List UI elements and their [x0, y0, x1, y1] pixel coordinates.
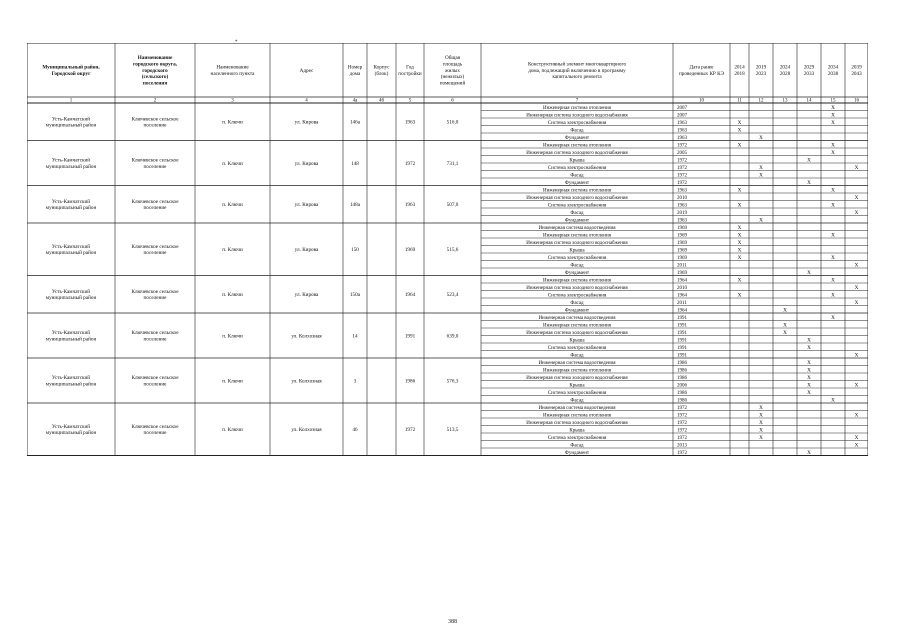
- year-built-cell: 1963: [404, 202, 416, 209]
- period-mark: X: [807, 157, 811, 164]
- period-mark: X: [854, 300, 859, 307]
- area-cell: 516,0: [446, 119, 459, 126]
- period-mark: X: [737, 142, 742, 149]
- period-mark: X: [831, 120, 835, 127]
- street-cell: ул. Кирова: [294, 292, 319, 299]
- settlement-cell: поселение: [143, 430, 167, 437]
- header-cell: 2038: [827, 70, 839, 77]
- previous-repair-date-cell: 1963: [677, 188, 687, 194]
- period-mark: X: [759, 420, 763, 427]
- header-cell: 2034: [827, 64, 839, 71]
- element-name-cell: Фасад: [570, 210, 584, 216]
- previous-repair-date-cell: 2011: [677, 300, 687, 306]
- period-mark: X: [759, 435, 763, 442]
- element-name-cell: Инженерная система холодного водоснабжения: [526, 420, 628, 426]
- header-cell: Городской округ: [51, 70, 91, 77]
- header-cell: (блок): [374, 70, 389, 77]
- period-mark: X: [807, 390, 811, 397]
- area-cell: 523,4: [446, 292, 459, 299]
- period-mark: X: [737, 127, 742, 134]
- district-cell: Усть-Камчатский: [51, 116, 91, 123]
- previous-repair-date-cell: 1969: [677, 270, 687, 276]
- element-name-cell: Инженерная система отопления: [543, 233, 611, 239]
- house-number-cell: 150а: [349, 292, 361, 299]
- previous-repair-date-cell: 1972: [677, 405, 687, 411]
- scan-mark: *: [235, 40, 238, 45]
- period-mark: X: [759, 412, 763, 419]
- settlement-cell: Ключевское сельское: [131, 288, 179, 295]
- table-svg: [27, 43, 868, 563]
- column-number: 10: [699, 98, 704, 104]
- previous-repair-date-cell: 1964: [677, 293, 687, 299]
- header-cell: 2033: [803, 70, 815, 77]
- previous-repair-date-cell: 1972: [677, 158, 687, 164]
- settlement-cell: поселение: [143, 381, 167, 388]
- element-name-cell: Инженерная система отопления: [543, 143, 611, 149]
- house-number-cell: 46: [352, 427, 358, 434]
- element-name-cell: Крыша: [569, 158, 585, 164]
- previous-repair-date-cell: 1991: [677, 353, 687, 359]
- previous-repair-date-cell: 1986: [677, 360, 687, 366]
- period-mark: X: [759, 405, 763, 412]
- column-number: 6: [451, 98, 454, 104]
- district-cell: Усть-Камчатский: [51, 288, 91, 295]
- element-name-cell: Система электроснабжения: [547, 255, 607, 261]
- element-name-cell: Крыша: [569, 338, 585, 344]
- element-name-cell: Инженерная система холодного водоснабжения: [526, 150, 628, 156]
- house-number-cell: 148: [351, 160, 359, 167]
- element-name-cell: Инженерная система отопления: [543, 278, 611, 284]
- period-mark: X: [737, 240, 742, 247]
- previous-repair-date-cell: 1969: [677, 225, 687, 231]
- year-built-cell: 1972: [404, 160, 416, 167]
- element-name-cell: Крыша: [569, 428, 585, 434]
- column-number: 4б: [378, 98, 385, 104]
- period-mark: X: [831, 397, 835, 404]
- area-cell: 507,0: [446, 202, 459, 209]
- header-cell: капитального ремонта: [552, 74, 602, 81]
- column-number: 4а: [352, 98, 358, 104]
- element-name-cell: Инженерная система отопления: [543, 413, 611, 419]
- area-cell: 639,0: [446, 333, 459, 340]
- settlement-cell: поселение: [143, 250, 167, 257]
- previous-repair-date-cell: 1986: [677, 368, 687, 374]
- header-cell: 2028: [779, 70, 791, 77]
- header-cell: Конструктивный элемент многоквартирного: [527, 61, 627, 68]
- street-cell: ул. Колхозная: [291, 378, 322, 385]
- period-mark: X: [807, 180, 811, 187]
- previous-repair-date-cell: 1972: [677, 143, 687, 149]
- previous-repair-date-cell: 1963: [677, 218, 687, 224]
- element-name-cell: Фасад: [570, 300, 584, 306]
- area-cell: 731,1: [446, 160, 459, 167]
- area-cell: 515,6: [446, 247, 459, 254]
- settlement-cell: Ключевское сельское: [131, 423, 179, 430]
- locality-cell: п. Ключи: [222, 333, 243, 340]
- element-name-cell: Фасад: [570, 353, 584, 359]
- period-mark: X: [759, 172, 763, 179]
- previous-repair-date-cell: 1963: [677, 203, 687, 209]
- header-cell: городского округа,: [133, 61, 177, 68]
- previous-repair-date-cell: 1972: [677, 165, 687, 171]
- year-built-cell: 1991: [404, 333, 416, 340]
- element-name-cell: Инженерная система холодного водоснабжения: [526, 195, 628, 201]
- district-cell: муниципальный район: [45, 381, 97, 388]
- locality-cell: п. Ключи: [222, 202, 243, 209]
- header-cell: 2023: [755, 70, 767, 77]
- column-number: 7: [575, 98, 579, 104]
- element-name-cell: Инженерная система холодного водоснабжения: [526, 330, 628, 336]
- element-name-cell: Фасад: [570, 173, 584, 179]
- header-cell: (нежилых): [440, 74, 465, 81]
- period-mark: X: [783, 307, 787, 314]
- period-mark: X: [759, 217, 763, 224]
- settlement-cell: поселение: [143, 205, 167, 212]
- element-name-cell: Инженерная система водоотведения: [538, 405, 616, 411]
- header-cell: Наименование: [137, 55, 173, 62]
- header-cell: Адрес: [299, 67, 314, 74]
- header-cell: Муниципальный район,: [42, 64, 100, 71]
- period-mark: X: [807, 345, 811, 352]
- previous-repair-date-cell: 2010: [677, 195, 687, 201]
- settlement-cell: поселение: [143, 336, 167, 343]
- element-name-cell: Фундамент: [564, 450, 590, 456]
- locality-cell: п. Ключи: [222, 427, 243, 434]
- period-mark: X: [854, 412, 859, 419]
- period-mark: X: [854, 195, 859, 202]
- locality-cell: п. Ключи: [222, 247, 243, 254]
- previous-repair-date-cell: 1991: [677, 345, 687, 351]
- previous-repair-date-cell: 2007: [677, 105, 687, 111]
- previous-repair-date-cell: 1972: [677, 428, 687, 434]
- previous-repair-date-cell: 1986: [677, 375, 687, 381]
- header-cell: 2018: [734, 70, 745, 77]
- period-mark: X: [831, 315, 835, 322]
- settlement-cell: Ключевское сельское: [131, 330, 179, 337]
- header-cell: Общая: [444, 55, 461, 62]
- district-cell: муниципальный район: [45, 295, 97, 302]
- header-cell: 2024: [779, 64, 791, 71]
- previous-repair-date-cell: 2011: [677, 263, 687, 269]
- header-cell: помещений: [439, 80, 466, 87]
- year-built-cell: 1963: [404, 119, 416, 126]
- column-number: 3: [231, 98, 234, 104]
- column-number: 4: [305, 98, 308, 104]
- element-name-cell: Фасад: [570, 398, 584, 404]
- period-mark: X: [737, 255, 742, 262]
- column-number: 12: [758, 98, 764, 104]
- header-cell: 2029: [803, 64, 815, 71]
- element-name-cell: Инженерная система водоотведения: [538, 225, 616, 231]
- year-built-cell: 1986: [404, 378, 416, 385]
- column-number: 14: [806, 98, 812, 104]
- previous-repair-date-cell: 1969: [677, 240, 687, 246]
- previous-repair-date-cell: 1969: [677, 255, 687, 261]
- element-name-cell: Инженерная система отопления: [543, 368, 611, 374]
- locality-cell: п. Ключи: [222, 292, 243, 299]
- previous-repair-date-cell: 1963: [677, 120, 687, 126]
- period-mark: X: [831, 142, 835, 149]
- period-mark: X: [831, 105, 835, 112]
- settlement-cell: поселение: [143, 122, 167, 129]
- locality-cell: п. Ключи: [222, 378, 243, 385]
- period-mark: X: [737, 202, 742, 209]
- previous-repair-date-cell: 1986: [677, 390, 687, 396]
- page-number: 388: [448, 619, 457, 625]
- previous-repair-date-cell: 1972: [677, 413, 687, 419]
- previous-repair-date-cell: 2010: [677, 285, 687, 291]
- year-built-cell: 1964: [404, 292, 416, 299]
- year-built-cell: 1969: [404, 247, 416, 254]
- element-name-cell: Фасад: [570, 128, 584, 134]
- element-name-cell: Крыша: [569, 383, 585, 389]
- period-mark: X: [807, 360, 811, 367]
- element-name-cell: Фундамент: [564, 135, 590, 141]
- element-name-cell: Фундамент: [564, 308, 590, 314]
- period-mark: X: [831, 255, 835, 262]
- district-cell: муниципальный район: [45, 163, 97, 170]
- column-number: 16: [854, 98, 859, 104]
- district-cell: Усть-Камчатский: [51, 423, 91, 430]
- element-name-cell: Крыша: [569, 248, 585, 254]
- element-name-cell: Инженерная система холодного водоснабжения: [526, 285, 628, 291]
- period-mark: X: [831, 187, 835, 194]
- element-name-cell: Система электроснабжения: [547, 345, 607, 351]
- period-mark: X: [807, 382, 811, 389]
- period-mark: X: [854, 285, 859, 292]
- element-name-cell: Система электроснабжения: [547, 390, 607, 396]
- house-number-cell: 146а: [349, 119, 361, 126]
- settlement-cell: Ключевское сельское: [131, 375, 179, 382]
- header-cell: (сельского): [141, 74, 169, 81]
- district-cell: Усть-Камчатский: [51, 198, 91, 205]
- district-cell: муниципальный район: [45, 250, 97, 257]
- element-name-cell: Фундамент: [564, 180, 590, 186]
- settlement-cell: Ключевское сельское: [131, 116, 179, 123]
- street-cell: ул. Кирова: [294, 247, 319, 254]
- street-cell: ул. Колхозная: [291, 333, 322, 340]
- header-cell: дома: [349, 70, 361, 77]
- element-name-cell: Инженерная система отопления: [543, 323, 611, 329]
- element-name-cell: Инженерная система холодного водоснабжения: [526, 240, 628, 246]
- district-cell: муниципальный район: [45, 122, 97, 129]
- period-mark: X: [854, 442, 859, 449]
- period-mark: X: [854, 382, 859, 389]
- year-built-cell: 1972: [404, 427, 416, 434]
- header-cell: 2039: [851, 64, 862, 71]
- period-mark: X: [737, 225, 742, 232]
- element-name-cell: Фасад: [570, 443, 584, 449]
- header-cell: проведенных КР КЭ: [678, 70, 725, 77]
- header-cell: 2019: [755, 64, 767, 71]
- locality-cell: п. Ключи: [222, 160, 243, 167]
- element-name-cell: Инженерная система холодного водоснабжения: [526, 375, 628, 381]
- district-cell: Усть-Камчатский: [51, 330, 91, 337]
- header-cell: постройки: [398, 70, 422, 77]
- previous-repair-date-cell: 1963: [677, 135, 687, 141]
- period-mark: X: [807, 367, 811, 374]
- element-name-cell: Инженерная система водоотведения: [538, 360, 616, 366]
- column-number: 5: [408, 98, 412, 104]
- previous-repair-date-cell: 1991: [677, 330, 687, 336]
- period-mark: X: [807, 450, 811, 457]
- previous-repair-date-cell: 1972: [677, 180, 687, 186]
- previous-repair-date-cell: 1969: [677, 248, 687, 254]
- header-cell: 2014: [734, 64, 745, 71]
- header-cell: Наименование: [216, 64, 249, 71]
- period-mark: X: [737, 120, 742, 127]
- header-cell: 2043: [851, 70, 862, 77]
- previous-repair-date-cell: 2005: [677, 150, 687, 156]
- period-mark: X: [759, 165, 763, 172]
- element-name-cell: Система электроснабжения: [547, 165, 607, 171]
- element-name-cell: Система электроснабжения: [547, 203, 607, 209]
- house-number-cell: 150: [351, 247, 359, 254]
- period-mark: X: [854, 165, 859, 172]
- house-number-cell: 3: [353, 378, 357, 385]
- area-cell: 513,5: [446, 427, 459, 434]
- header-cell: Год: [406, 64, 414, 71]
- period-mark: X: [854, 262, 859, 269]
- period-mark: X: [854, 435, 859, 442]
- settlement-cell: поселение: [143, 295, 167, 302]
- column-number: 13: [782, 98, 788, 104]
- element-name-cell: Фундамент: [564, 270, 590, 276]
- header-cell: Дата ранее: [689, 64, 714, 71]
- previous-repair-date-cell: 1963: [677, 128, 687, 134]
- period-mark: X: [831, 150, 835, 157]
- column-number: 1: [69, 98, 73, 104]
- period-mark: X: [854, 352, 859, 359]
- period-mark: X: [807, 375, 811, 382]
- house-number-cell: 148а: [349, 202, 361, 209]
- element-name-cell: Инженерная система водоотведения: [538, 315, 616, 321]
- element-name-cell: Инженерная система отопления: [543, 188, 611, 194]
- period-mark: X: [737, 247, 742, 254]
- previous-repair-date-cell: 2019: [677, 210, 687, 216]
- period-mark: X: [737, 232, 742, 239]
- header-cell: дома, подлежащий включению в программу: [528, 67, 626, 74]
- header-cell: населенного пункта: [210, 70, 255, 77]
- period-mark: X: [737, 277, 742, 284]
- street-cell: ул. Кирова: [294, 160, 319, 167]
- period-mark: X: [737, 187, 742, 194]
- locality-cell: п. Ключи: [222, 119, 243, 126]
- previous-repair-date-cell: 1969: [677, 233, 687, 239]
- element-name-cell: Система электроснабжения: [547, 120, 607, 126]
- district-cell: муниципальный район: [45, 336, 97, 343]
- capital-repair-table: [27, 43, 868, 563]
- element-name-cell: Система электроснабжения: [547, 435, 607, 441]
- previous-repair-date-cell: 2006: [677, 383, 687, 389]
- period-mark: X: [831, 112, 835, 119]
- element-name-cell: Инженерная система холодного водоснабжения: [526, 113, 628, 119]
- settlement-cell: Ключевское сельское: [131, 157, 179, 164]
- period-mark: X: [807, 270, 811, 277]
- previous-repair-date-cell: 1972: [677, 435, 687, 441]
- district-cell: муниципальный район: [45, 205, 97, 212]
- previous-repair-date-cell: 1972: [677, 420, 687, 426]
- district-cell: муниципальный район: [45, 430, 97, 437]
- period-mark: X: [831, 277, 835, 284]
- previous-repair-date-cell: 1986: [677, 398, 687, 404]
- previous-repair-date-cell: 1991: [677, 315, 687, 321]
- period-mark: X: [854, 210, 859, 217]
- settlement-cell: Ключевское сельское: [131, 243, 179, 250]
- column-number: 2: [153, 98, 157, 104]
- previous-repair-date-cell: 1972: [677, 173, 687, 179]
- column-number: 11: [737, 98, 742, 104]
- column-number: 15: [830, 98, 836, 104]
- previous-repair-date-cell: 1991: [677, 323, 687, 329]
- period-mark: X: [783, 330, 787, 337]
- header-cell: Номер: [347, 64, 363, 71]
- period-mark: X: [783, 322, 787, 329]
- header-cell: Корпус: [373, 64, 390, 71]
- street-cell: ул. Колхозная: [291, 427, 322, 434]
- district-cell: Усть-Камчатский: [51, 375, 91, 382]
- header-cell: поселения: [142, 80, 168, 87]
- previous-repair-date-cell: 1964: [677, 308, 687, 314]
- district-cell: Усть-Камчатский: [51, 243, 91, 250]
- header-cell: жилых: [444, 67, 461, 74]
- settlement-cell: Ключевское сельское: [131, 198, 179, 205]
- previous-repair-date-cell: 1964: [677, 278, 687, 284]
- period-mark: X: [759, 427, 763, 434]
- element-name-cell: Фасад: [570, 263, 584, 269]
- district-cell: Усть-Камчатский: [51, 157, 91, 164]
- element-name-cell: Инженерная система отопления: [543, 105, 611, 111]
- header-cell: городского: [142, 67, 168, 74]
- area-cell: 576,3: [446, 378, 459, 385]
- settlement-cell: поселение: [143, 163, 167, 170]
- street-cell: ул. Кирова: [294, 202, 319, 209]
- previous-repair-date-cell: 1991: [677, 338, 687, 344]
- period-mark: X: [831, 232, 835, 239]
- previous-repair-date-cell: 2007: [677, 113, 687, 119]
- period-mark: X: [831, 292, 835, 299]
- street-cell: ул. Кирова: [294, 119, 319, 126]
- period-mark: X: [807, 337, 811, 344]
- element-name-cell: Фундамент: [564, 218, 590, 224]
- period-mark: X: [737, 292, 742, 299]
- element-name-cell: Система электроснабжения: [547, 293, 607, 299]
- previous-repair-date-cell: 2013: [677, 443, 687, 449]
- previous-repair-date-cell: 1972: [677, 450, 687, 456]
- header-cell: площадь: [442, 61, 463, 68]
- house-number-cell: 14: [352, 333, 358, 340]
- period-mark: X: [831, 202, 835, 209]
- period-mark: X: [759, 135, 763, 142]
